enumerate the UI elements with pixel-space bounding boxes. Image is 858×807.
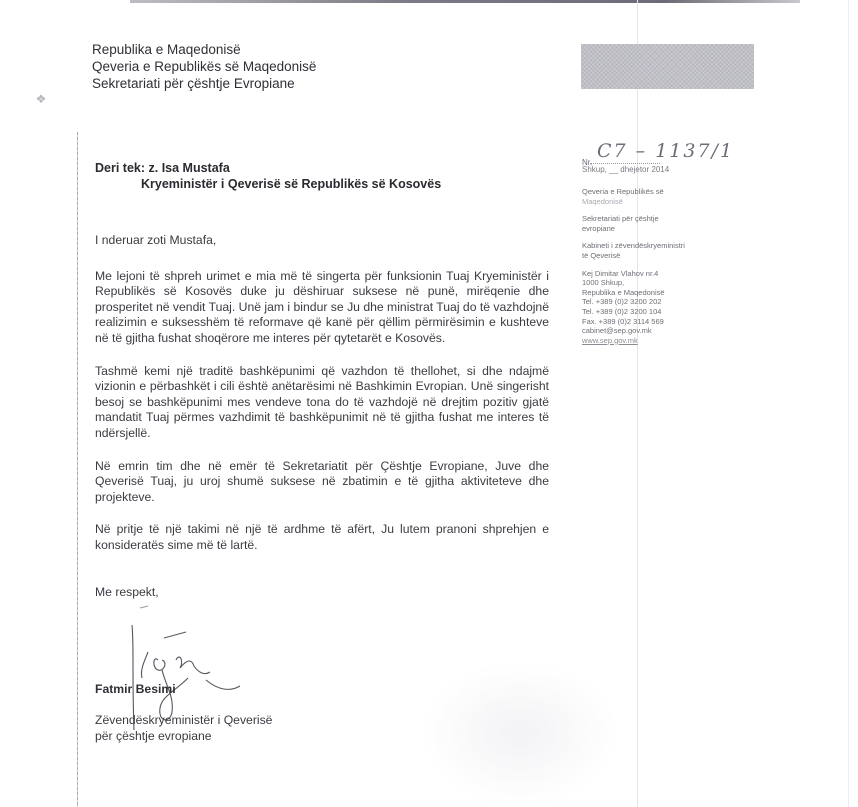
sidebar-government <box>582 187 717 206</box>
letterhead-government: Qeveria e Republikës së Maqedonisë <box>92 59 317 74</box>
sidebar-secretariat <box>582 214 717 233</box>
address-email[interactable]: cabinet@sep.gov.mk <box>582 326 652 336</box>
address-street: Kej Dimitar Vlahov nr.4 <box>582 268 659 278</box>
fold-line <box>637 0 638 807</box>
address-website-link[interactable]: www.sep.gov.mk <box>582 335 638 345</box>
sidebar-secretariat-line2: evropiane <box>582 223 615 233</box>
left-margin-line <box>77 132 78 807</box>
address-fax: Fax. +389 (0)2 3114 569 <box>582 316 664 326</box>
letter-paragraph-1: Me lejoni të shpreh urimet e mia më të singerta për funksionin Tuaj Kryeministër i Republikës së Kosovës duke ju dëshiruar suksese në punë, mirëqenie dhe prosperitet në vendit Tuaj. Unë jam i bindur se Ju dhe ministrat Tuaj do të vazhdojnë realizimin e suksesshëm të reformave që kanë për qëllim përmirësimin e kushteve në të gjitha fushat shoqërore me interes për qytetarët e Kosovës. <box>95 268 549 345</box>
sidebar-address <box>582 269 717 346</box>
sidebar-cabinet-line2: të Qeverisë <box>582 250 621 260</box>
recipient-block <box>95 160 441 192</box>
letter-body <box>95 233 549 571</box>
sidebar-cabinet <box>582 241 717 260</box>
closing-salutation: Me respekt, <box>95 585 159 599</box>
reference-number-handwritten: C7 – 1137/1 <box>597 140 735 162</box>
address-phone-2: Tel. +389 (0)2 3200 104 <box>582 306 662 316</box>
letterhead-secretariat: Sekretariati për çështje Evropiane <box>92 76 295 91</box>
redacted-stamp-box <box>581 44 754 89</box>
letter-paragraph-2: Tashmë kemi një traditë bashkëpunimi që vazhdon të thellohet, si dhe ndajmë vizionin e përbashkët i cili është anëtarësimi në Bashkimin Evropian. Unë singerisht besoj se bashkëpunimi mes vendeve tona do të vazhdojë në drejtim pozitiv gjatë mandatit Tuaj përmes vazhdimit të bashkëpunimit në të gjitha fushat me interes të ndërsjellë. <box>95 363 549 440</box>
signer-name: Fatmir Besimi <box>95 682 176 696</box>
signer-role-line1: Zëvendëskryeministër i Qeverisë <box>95 713 273 727</box>
letterhead-country: Republika e Maqedonisë <box>92 42 241 57</box>
recipient-title <box>95 176 441 192</box>
reference-number-label: Nr. <box>582 158 593 167</box>
sidebar-secretariat-line1: Sekretariati për çështje <box>582 214 659 224</box>
sidebar-government-line1: Qeveria e Republikës së <box>582 187 664 196</box>
faint-stamp-mark <box>420 660 620 807</box>
reference-date: Shkup, __ dhejetor 2014 <box>582 165 670 174</box>
address-country: Republika e Maqedonisë <box>582 287 665 297</box>
signer-role <box>95 713 272 744</box>
recipient-line <box>95 160 441 176</box>
page-right-edge <box>848 0 849 807</box>
recipient-name: z. Isa Mustafa <box>145 161 230 175</box>
recipient-title-rest: i Qeverisë së Republikës së Kosovës <box>217 177 442 191</box>
signer-role-line2: për çështje evropiane <box>95 728 212 743</box>
coat-of-arms-icon: ❖ <box>35 92 47 106</box>
letterhead <box>92 41 316 92</box>
recipient-label: Deri tek: <box>95 161 146 175</box>
letter-paragraph-4: Në pritje të një takimi në një të ardhme të afërt, Ju lutem pranoni shprehjen e konsideratës sime më të lartë. <box>95 522 549 552</box>
recipient-title-bold: Kryeministër <box>141 177 218 191</box>
sidebar-contact-info <box>582 187 717 353</box>
sidebar-cabinet-line1: Kabineti i zëvendëskryeministri <box>582 241 685 251</box>
address-city: 1000 Shkup, <box>582 278 625 288</box>
scan-top-band <box>130 0 800 3</box>
address-phone-1: Tel. +389 (0)2 3200 202 <box>582 297 662 307</box>
letter-greeting: I nderuar zoti Mustafa, <box>95 233 217 247</box>
sidebar-government-line2: Maqedonisë <box>582 196 623 206</box>
letter-paragraph-3: Në emrin tim dhe në emër të Sekretariatit për Çështje Evropiane, Juve dhe Qeverisë Tuaj, ju uroj shumë suksese në zbatimin e të gjitha aktiviteteve dhe projekteve. <box>95 458 549 504</box>
